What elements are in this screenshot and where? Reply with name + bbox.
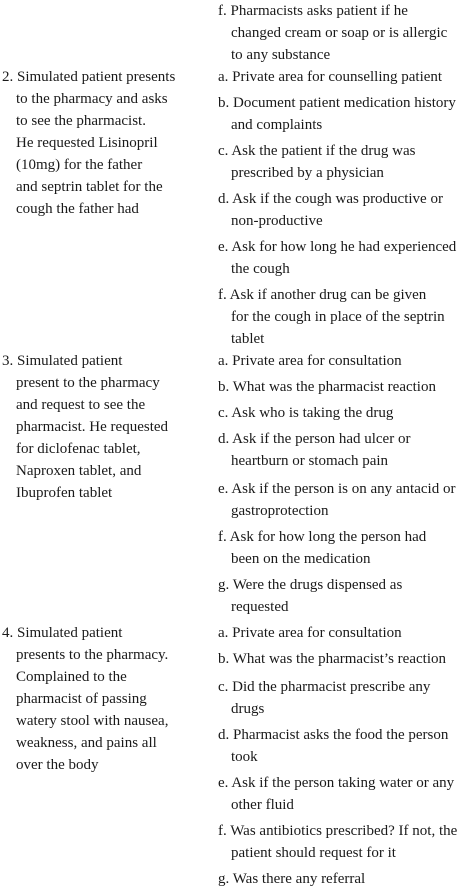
criterion-line: been on the medication [231, 551, 371, 567]
criterion-line: c. Did the pharmacist prescribe any [218, 679, 431, 695]
scenario-line: over the body [16, 757, 99, 773]
criterion-line: a. Private area for consultation [218, 625, 402, 641]
scenario-line: Naproxen tablet, and [16, 463, 142, 479]
scenario-line: presents to the pharmacy. [16, 647, 169, 663]
scenario-line: 2. Simulated patient presents [2, 69, 176, 85]
criterion-line: the cough [231, 261, 290, 277]
criterion-line: took [231, 749, 258, 765]
criterion-line: tablet [231, 331, 265, 347]
scenario-line: Ibuprofen tablet [16, 485, 113, 501]
criterion-line: f. Pharmacists asks patient if he [218, 3, 408, 19]
criterion-line: patient should request for it [231, 845, 396, 861]
criterion-line: f. Ask for how long the person had [218, 529, 427, 545]
scenario-line: present to the pharmacy [16, 375, 160, 391]
criterion-line: and complaints [231, 117, 323, 133]
criterion-line: c. Ask who is taking the drug [218, 405, 394, 421]
criterion-line: other fluid [231, 797, 294, 813]
criterion-line: changed cream or soap or is allergic [231, 25, 448, 41]
criterion-line: heartburn or stomach pain [231, 453, 389, 469]
criterion-line: e. Ask if the person is on any antacid or [218, 481, 456, 497]
scenario-line: pharmacist. He requested [16, 419, 169, 435]
scenario-line: and septrin tablet for the [16, 179, 163, 195]
scenario-line: to see the pharmacist. [16, 113, 146, 129]
criterion-line: e. Ask if the person taking water or any [218, 775, 455, 791]
scenario-line: for diclofenac tablet, [16, 441, 141, 457]
scenario-line: 4. Simulated patient [2, 625, 123, 641]
scenario-line: pharmacist of passing [16, 691, 147, 707]
criterion-line: b. What was the pharmacist’s reaction [218, 651, 446, 667]
criterion-line: drugs [231, 701, 265, 717]
criterion-line: a. Private area for consultation [218, 353, 402, 369]
criterion-line: g. Was there any referral [218, 871, 366, 887]
criterion-line: gastroprotection [231, 503, 329, 519]
criterion-line: g. Were the drugs dispensed as [218, 577, 403, 593]
criterion-line: b. What was the pharmacist reaction [218, 379, 436, 395]
criterion-line: d. Ask if the cough was productive or [218, 191, 443, 207]
scenario-line: Complained to the [16, 669, 127, 685]
scenario-line: and request to see the [16, 397, 146, 413]
scenario-line: He requested Lisinopril [16, 135, 158, 151]
scenario-line: cough the father had [16, 201, 139, 217]
criterion-line: f. Ask if another drug can be given [218, 287, 427, 303]
criterion-line: prescribed by a physician [231, 165, 384, 181]
scenario-line: 3. Simulated patient [2, 353, 123, 369]
criterion-line: d. Pharmacist asks the food the person [218, 727, 449, 743]
criterion-line: non-productive [231, 213, 323, 229]
criterion-line: e. Ask for how long he had experienced [218, 239, 457, 255]
criterion-line: a. Private area for counselling patient [218, 69, 443, 85]
criterion-line: for the cough in place of the septrin [231, 309, 445, 325]
scenario-line: weakness, and pains all [16, 735, 157, 751]
criterion-line: b. Document patient medication history [218, 95, 456, 111]
scenario-line: watery stool with nausea, [16, 713, 169, 729]
scenario-line: (10mg) for the father [16, 157, 143, 173]
criterion-line: c. Ask the patient if the drug was [218, 143, 416, 159]
scenario-line: to the pharmacy and asks [16, 91, 168, 107]
criterion-line: requested [231, 599, 289, 615]
criterion-line: f. Was antibiotics prescribed? If not, the [218, 823, 458, 839]
criterion-line: d. Ask if the person had ulcer or [218, 431, 411, 447]
criterion-line: to any substance [231, 47, 331, 63]
